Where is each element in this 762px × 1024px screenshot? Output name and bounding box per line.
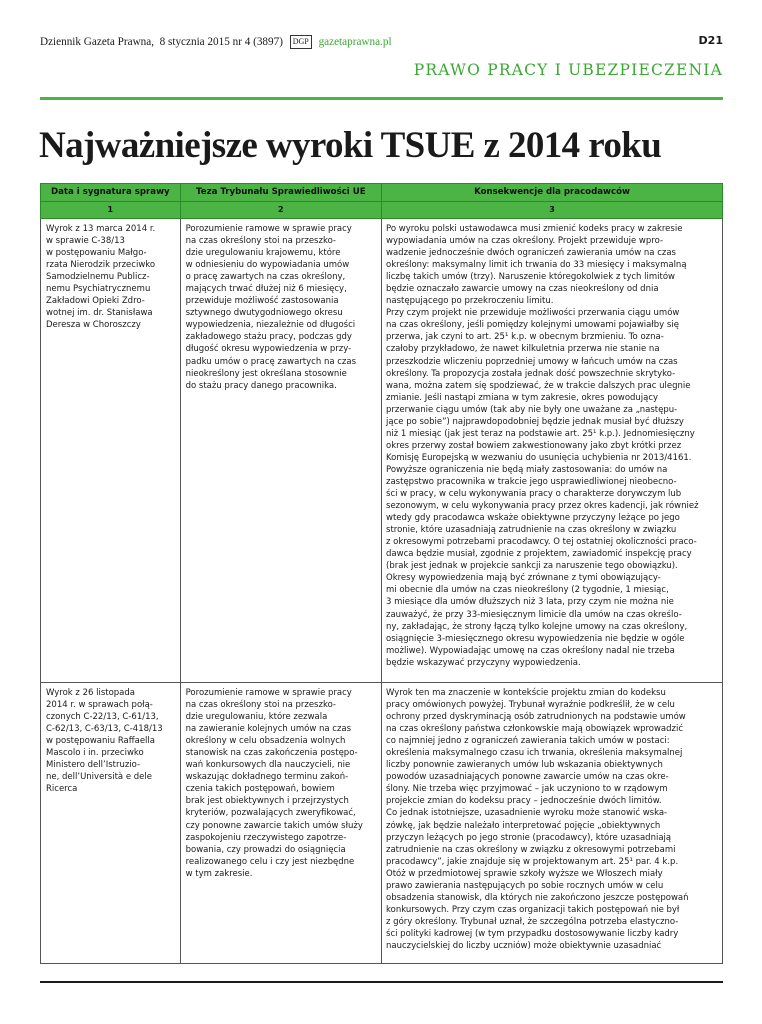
text-line: wotnej im. dr. Stanisława (46, 308, 153, 319)
text-line: określony: maksymalny limit ich trwania do 33 miesięcy i maksymalną (386, 260, 687, 271)
text-line: wskazując dokładnego terminu zakoń- (185, 772, 349, 783)
text-line: Porozumienie ramowe w sprawie pracy (185, 224, 352, 234)
text-line: 3 miesiące dla umów dłuższych niż 3 lata, przy czym nie można nie (386, 597, 674, 608)
text-line: o pracę zawartych na czas określony, (185, 272, 346, 283)
header-consequences: Konsekwencje dla pracodawców (381, 184, 722, 201)
text-line: Otóż w przedmiotowej sprawie szkoły wyższe we Włoszech miały (386, 868, 663, 879)
thesis-cell (180, 219, 381, 682)
text-line: dzie uregulowaniu, które zezwala (185, 712, 328, 723)
text-line: mających trwać dłużej niż 6 miesięcy, (185, 284, 347, 295)
text-line: zakładowego stażu pracy, podczas gdy (185, 332, 352, 343)
text-line: konkursowych. Przy czym czas organizacji takich postępowań nie był (386, 904, 680, 915)
text-line: ne, dell’Università e dele (46, 772, 152, 783)
text-line: nieokreślony jest określana stosownie (185, 368, 347, 379)
text-line: na czas określony stoi na przeszko- (185, 700, 336, 711)
text-line: projekcie zmian do kodeksu pracy – jednocześnie dwóch limitów. (386, 796, 662, 807)
text-line: Powyższe ograniczenia nie będą miały zastosowania: do umów na (386, 464, 668, 475)
text-line: 2014 r. w sprawach połą- (46, 700, 153, 711)
text-line: ślony. Nie trzeba więc przyjmować – jak uczyniono to w rządowym (386, 784, 668, 795)
text-line: określony. Ta propozycja została jednak dość powszechnie skrytyko- (386, 368, 676, 379)
text-line: przyczyn leżących po jego stronie (pracodawcy), które uzasadniają (386, 832, 672, 843)
text-line: ny, zakładając, że strony łączą tylko kolejne umowy na czas określony, (386, 621, 688, 632)
text-line: brak jest obiektywnych i przejrzystych (185, 796, 349, 807)
text-line: sezonowym, w celu wykonywania pracy przez okres kadencji, jak również (386, 501, 699, 512)
text-line: wadzenie jednocześnie dwóch ograniczeń zawierania umów na czas (386, 248, 676, 259)
bottom-rule (40, 981, 723, 983)
text-line: w postępowaniu Raffaella (46, 736, 155, 747)
text-line: wypowiadania umów na czas określony. Projekt przewiduje wpro- (386, 236, 664, 247)
text-line: ochrony przed dyskryminacją osób zatrudnionych na podstawie umów (386, 712, 686, 723)
case-cell (41, 219, 180, 682)
text-line: dawca będzie musiał, zgodnie z projektem, zawiadomić inspekcję pracy (386, 549, 692, 560)
text-line: Po wyroku polski ustawodawca musi zmienić kodeks pracy w zakresie (386, 224, 683, 234)
text-line: okres przerwy został bowiem zakwestionowany jako zbyt krótki przez (386, 440, 682, 451)
header-thesis: Teza Trybunału Sprawiedliwości UE (180, 184, 381, 201)
text-line: Mascolo i in. przeciwko (46, 748, 144, 759)
text-line: czenia takich postępowań, bowiem (185, 784, 335, 795)
website-link[interactable]: gazetaprawna.pl (318, 36, 392, 48)
text-line: niż 1 miesiąc (jak jest teraz na podstawie art. 25¹ k.p.). Jednomiesięczny (386, 428, 695, 439)
text-line: realizowanego celu i czy jest niezbędne (185, 856, 355, 867)
text-line: Zakładowi Opieki Zdro- (46, 296, 145, 307)
column-number: 2 (180, 202, 381, 218)
text-line: na czas określony stoi na przeszko- (185, 236, 336, 247)
text-line: Co jednak istotniejsze, uzasadnienie wyroku może stanowić wska- (386, 808, 668, 819)
text-line: w postępowaniu Małgo- (46, 248, 147, 259)
text-line: Wyrok z 13 marca 2014 r. (46, 224, 156, 234)
text-line: nemu Psychiatrycznemu (46, 284, 151, 295)
text-line: zastępstwo pracownika w trakcie jego usprawiedliwionej nieobecno- (386, 476, 677, 487)
text-line: wypowiedzenia, niezależnie od długości (185, 320, 356, 331)
text-line: zatrudnienie na czas określony w związku z okresowymi potrzebami (386, 844, 676, 855)
text-line: C-62/13, C-63/13, C-418/13 (46, 724, 163, 735)
text-line: liczby ponownie zawieranych umów lub wskazania obiektywnych (386, 760, 663, 771)
text-line: określony w celu obsadzenia wolnych (185, 736, 346, 747)
page-number: D21 (698, 34, 723, 47)
text-line: Ministero dell’Istruzio- (46, 760, 141, 771)
text-line: czonych C-22/13, C-61/13, (46, 712, 159, 723)
text-line: Okresy wypowiedzenia mają być zrównane z tymi obowiązujący- (386, 573, 661, 584)
text-line: liczbę takich umów (trzy). Naruszenie któregokolwiek z tych limitów (386, 272, 675, 283)
issue-date: 8 stycznia 2015 nr 4 (3897) (159, 36, 283, 48)
text-line: czy ponowne zawarcie takich umów służy (185, 820, 363, 831)
consequences-cell (381, 219, 722, 682)
text-line: zówkę, jak będzie należało interpretować pojęcie „obiektywnych (386, 820, 661, 831)
section-title: PRAWO PRACY I UBEZPIECZENIA (413, 61, 723, 79)
text-line: przerwanie ciągu umów (tak aby nie były one uważane za „następu- (386, 404, 678, 415)
section-rule (40, 97, 723, 100)
header-case: Data i sygnatura sprawy (50, 187, 170, 197)
text-line: będzie oznaczało zawarcie umowy na czas nieokreślony od dnia (386, 284, 659, 295)
text-line: określenia maksymalnego czasu ich trwania, określenia maksymalnej (386, 748, 683, 759)
text-line: wań konkursowych dla nauczycieli, nie (185, 760, 351, 771)
text-line: na czas określony państwa członkowskie mają obowiązek wprowadzić (386, 724, 684, 735)
text-line: jące po sobie”) najprawdopodobniej będzie jednak musiał być dłuższy (386, 416, 684, 427)
text-line: prawo zawierania następujących po sobie rocznych umów w celu (386, 880, 664, 891)
text-line: przeszkodzie wliczeniu poprzedniej umowy w łańcuch umów na czas (386, 356, 678, 367)
text-line: wana, można zatem się spodziewać, że w trakcie dalszych prac ulegnie (386, 380, 691, 391)
text-line: stronie, które uzasadniają zatrudnienie na czas określony w związku (386, 525, 677, 536)
text-line: kryteriów, pozwalających zweryfikować, (185, 808, 356, 819)
text-line: rzata Nierodzik przeciwko (46, 260, 156, 271)
text-line: pracodawcy”, jakie znajduje się w projektowanym art. 25¹ par. 4 k.p. (386, 856, 679, 867)
text-line: stanowisk na czas zakończenia postępo- (185, 748, 358, 759)
text-line: obsadzenia stanowisk, dla których nie zakończono jeszcze postępowań (386, 892, 689, 903)
text-line: w sprawie C-38/13 (46, 236, 125, 247)
text-line: czałoby przykładowo, że nawet kilkuletnia przerwa nie stanie na (386, 344, 660, 355)
text-line: mi obecnie dla umów na czas nieokreślony (2 tygodnie, 1 miesiąc, (386, 585, 669, 596)
text-line: zmianie. Jeśli nastąpi zmiana w tym zakresie, okres powodujący (386, 392, 659, 403)
rulings-table (40, 183, 723, 964)
text-line: Przy czym projekt nie przewiduje możliwości przerwania ciągu umów (386, 308, 680, 319)
text-line: długość okresu wypowiedzenia w przy- (185, 344, 352, 355)
consequences-cell (381, 683, 722, 963)
text-line: Komisję Europejską w wezwaniu do usunięcia uchybienia nr 2013/4161. (386, 452, 692, 463)
publication-name: Dziennik Gazeta Prawna, (40, 36, 154, 48)
text-line: osiągnięcie 3-miesięcznego okresu wypowiedzenia nie będzie w ogóle (386, 633, 685, 644)
text-line: dzie uregulowaniu krajowemu, które (185, 248, 341, 259)
text-line: powodów uzasadniających ponowne zawarcie umów na czas okre- (386, 772, 669, 783)
table-row (40, 219, 723, 683)
table-header (40, 183, 723, 202)
case-cell (41, 683, 180, 963)
masthead (40, 35, 723, 51)
text-line: zauważyć, że przy 33-miesięcznym limicie dla umów na czas określo- (386, 609, 682, 620)
text-line: pracy omówionych powyżej. Trybunał wyraźnie podkreślił, że w celu (386, 700, 675, 711)
text-line: na czas określony, jeśli pomiędzy kolejnymi umowami pojawiałby się (386, 320, 679, 331)
dgp-logo: DGP (290, 35, 312, 49)
column-number: 3 (381, 202, 722, 218)
text-line: Porozumienie ramowe w sprawie pracy (185, 688, 352, 698)
text-line: będzie wskazywać przyczyny wypowiedzenia. (386, 657, 581, 668)
thesis-cell (180, 683, 381, 963)
text-line: z okresowymi potrzebami pracodawcy. O tej ostatniej okoliczności praco- (386, 537, 697, 548)
text-line: do stażu pracy danego pracownika. (185, 380, 337, 391)
text-line: możliwe). Wypowiadając umowę na czas określony nadal nie trzeba (386, 645, 675, 656)
masthead-info (40, 35, 392, 49)
text-line: nauczycielskiej do liczby uczniów) może obiektywnie uzasadniać (386, 940, 662, 951)
text-line: co najmniej jedno z ograniczeń zawierania takich umów w postaci: (386, 736, 670, 747)
text-line: przewiduje możliwość zastosowania (185, 296, 339, 307)
text-line: w odniesieniu do wypowiadania umów (185, 260, 350, 271)
text-line: przerwa, jak czyni to art. 25¹ k.p. w obecnym brzmieniu. To ozna- (386, 332, 664, 343)
table-row (40, 683, 723, 964)
text-line: Ricerca (46, 784, 78, 795)
text-line: Wyrok ten ma znaczenie w kontekście projektu zmian do kodeksu (386, 688, 666, 698)
headline: Najważniejsze wyroki TSUE z 2014 roku (39, 125, 662, 166)
text-line: wtedy gdy pracodawca wskaże obiektywne przyczyny leżące po jego (386, 513, 680, 524)
text-line: w tym zakresie. (185, 868, 253, 879)
text-line: zaspokojeniu rzeczywistego zapotrze- (185, 832, 347, 843)
text-line: Deresza w Choroszczy (46, 320, 141, 331)
text-line: na zawieranie kolejnych umów na czas (185, 724, 352, 735)
text-line: z góry określony. Trybunał uznał, że szczególna potrzeba elastyczno- (386, 916, 679, 927)
text-line: ści w pracy, w celu wykonywania pracy o charakterze dorywczym lub (386, 489, 682, 500)
text-line: bowania, czy prowadzi do osiągnięcia (185, 844, 346, 855)
text-line: następującego po przekroczeniu limitu. (386, 296, 554, 307)
text-line: (brak jest jednak w projekcie sankcji za naruszenie tego obowiązku). (386, 561, 678, 572)
column-numbers (40, 202, 723, 219)
column-number: 1 (107, 205, 114, 214)
text-line: padku umów o pracę zawartych na czas (185, 356, 357, 367)
text-line: Samodzielnemu Publicz- (46, 272, 150, 283)
text-line: sztywnego dwutygodniowego okresu (185, 308, 343, 319)
text-line: Wyrok z 26 listopada (46, 688, 135, 698)
text-line: ści polityki kadrowej (w tym przypadku dostosowywanie liczby kadry (386, 928, 679, 939)
